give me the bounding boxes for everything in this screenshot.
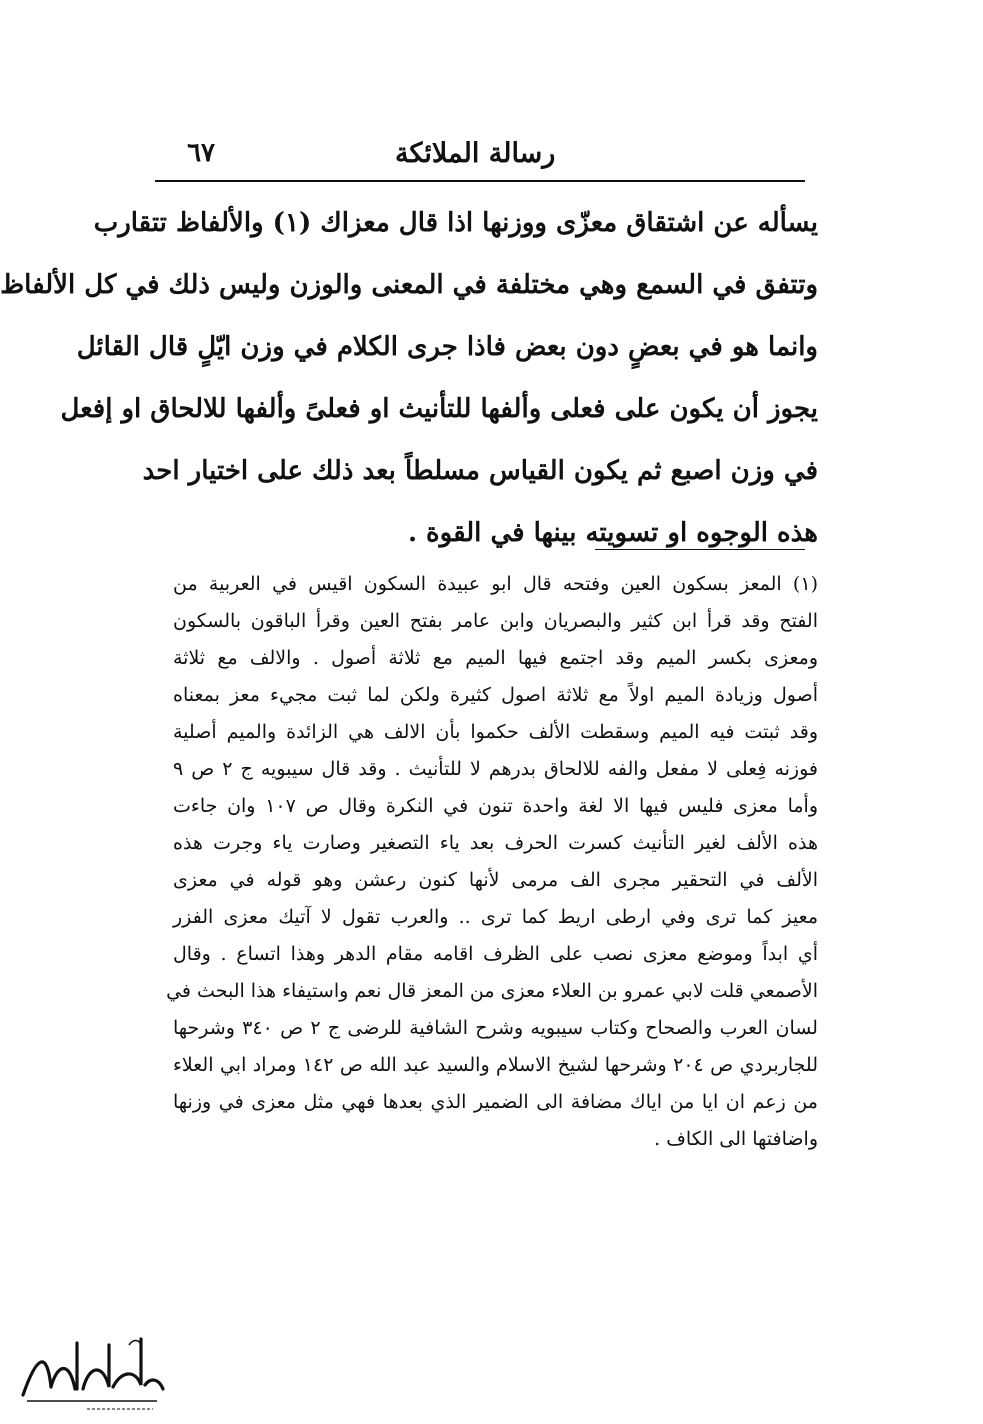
footnote-separator (595, 549, 805, 550)
footnote-line: وقد ثبتت فيه الميم وسقطت الألف حكموا بأن الالف هي الزائدة والميم أصلية (173, 721, 818, 743)
footnote-line: أي ابداً وموضع معزى نصب على الظرف اقامه مقام الدهر وهذا اتساع . وقال (173, 943, 818, 965)
footnotes-block (166, 566, 818, 1158)
page-header (155, 138, 805, 178)
footnote-line: الفتح وقد قرأ ابن كثير والبصريان وابن عامر بفتح العين وقرأ الباقون بالسكون (173, 610, 818, 632)
footnote-line: (١) المعز بسكون العين وفتحه قال ابو عبيدة السكون اقيس في العربية من (173, 573, 818, 595)
footnote-line: واضافتها الى الكاف . (654, 1128, 818, 1150)
footnote-line: ومعزى بكسر الميم وقد اجتمع فيها الميم مع ثلاثة أصول . والالف مع ثلاثة (173, 647, 818, 669)
main-text-line: يجوز أن يكون على فعلى وألفها للتأنيث او فعلىً وألفها للالحاق او إفعل (60, 394, 818, 424)
library-stamp-logo (17, 1325, 167, 1415)
page-number: ٦٧ (187, 138, 215, 168)
footnote-line: لسان العرب والصحاح وكتاب سيبويه وشرح الشافية للرضى ج ٢ ص ٣٤٠ وشرحها (173, 1017, 818, 1039)
calligraphy-stamp-icon (17, 1325, 167, 1415)
footnote-line: وأما معزى فليس فيها الا لغة واحدة تنون في النكرة وقال ص ١٠٧ وان جاءت (173, 795, 818, 817)
header-rule (155, 180, 805, 182)
running-title: رسالة الملائكة (395, 138, 556, 169)
footnote-line: من زعم ان ايا من اياك مضافة الى الضمير الذي بعدها فهي مثل معزى في وزنها (173, 1091, 818, 1113)
footnote-line: للجاربردي ص ٢٠٤ وشرحها لشيخ الاسلام والسيد عبد الله ص ١٤٢ ومراد ابي العلاء (173, 1054, 818, 1076)
footnote-line: هذه الألف لغير التأنيث كسرت الحرف بعد ياء التصغير وصارت ياء وجرت هذه (173, 832, 818, 854)
footnote-line: معيز كما ترى وفي ارطى اريط كما ترى .. والعرب تقول لا آتيك معزى الفزر (173, 906, 818, 928)
footnote-line: أصول وزيادة الميم اولاً مع ثلاثة اصول كثيرة ولكن لما ثبت مجيء معز بمعناه (173, 684, 818, 706)
footnote-line: الأصمعي قلت لابي عمرو بن العلاء معزى من المعز قال نعم واستيفاء هذا البحث في (166, 980, 818, 1002)
main-text-line: وانما هو في بعضٍ دون بعض فاذا جرى الكلام في وزن ايّلٍ قال القائل (76, 332, 818, 362)
main-text-line: يسأله عن اشتقاق معزّى ووزنها اذا قال معزاك (١) والألفاظ تتقارب (93, 208, 818, 238)
main-text-block (0, 192, 818, 564)
footnote-line: الألف في التحقير مجرى الف مرمى لأنها كنون رعشن وهو قوله في معزى (173, 869, 818, 891)
main-text-line: وتتفق في السمع وهي مختلفة في المعنى والوزن وليس ذلك في كل الألفاظ (0, 270, 818, 300)
footnote-line: فوزنه فِعلى لا مفعل والفه للالحاق بدرهم لا للتأنيث . وقد قال سيبويه ج ٢ ص ٩ (173, 758, 818, 780)
main-text-line: في وزن اصبع ثم يكون القياس مسلطاً بعد ذلك على اختيار احد (142, 456, 818, 486)
main-text-line: هذه الوجوه او تسويته بينها في القوة . (407, 518, 818, 548)
